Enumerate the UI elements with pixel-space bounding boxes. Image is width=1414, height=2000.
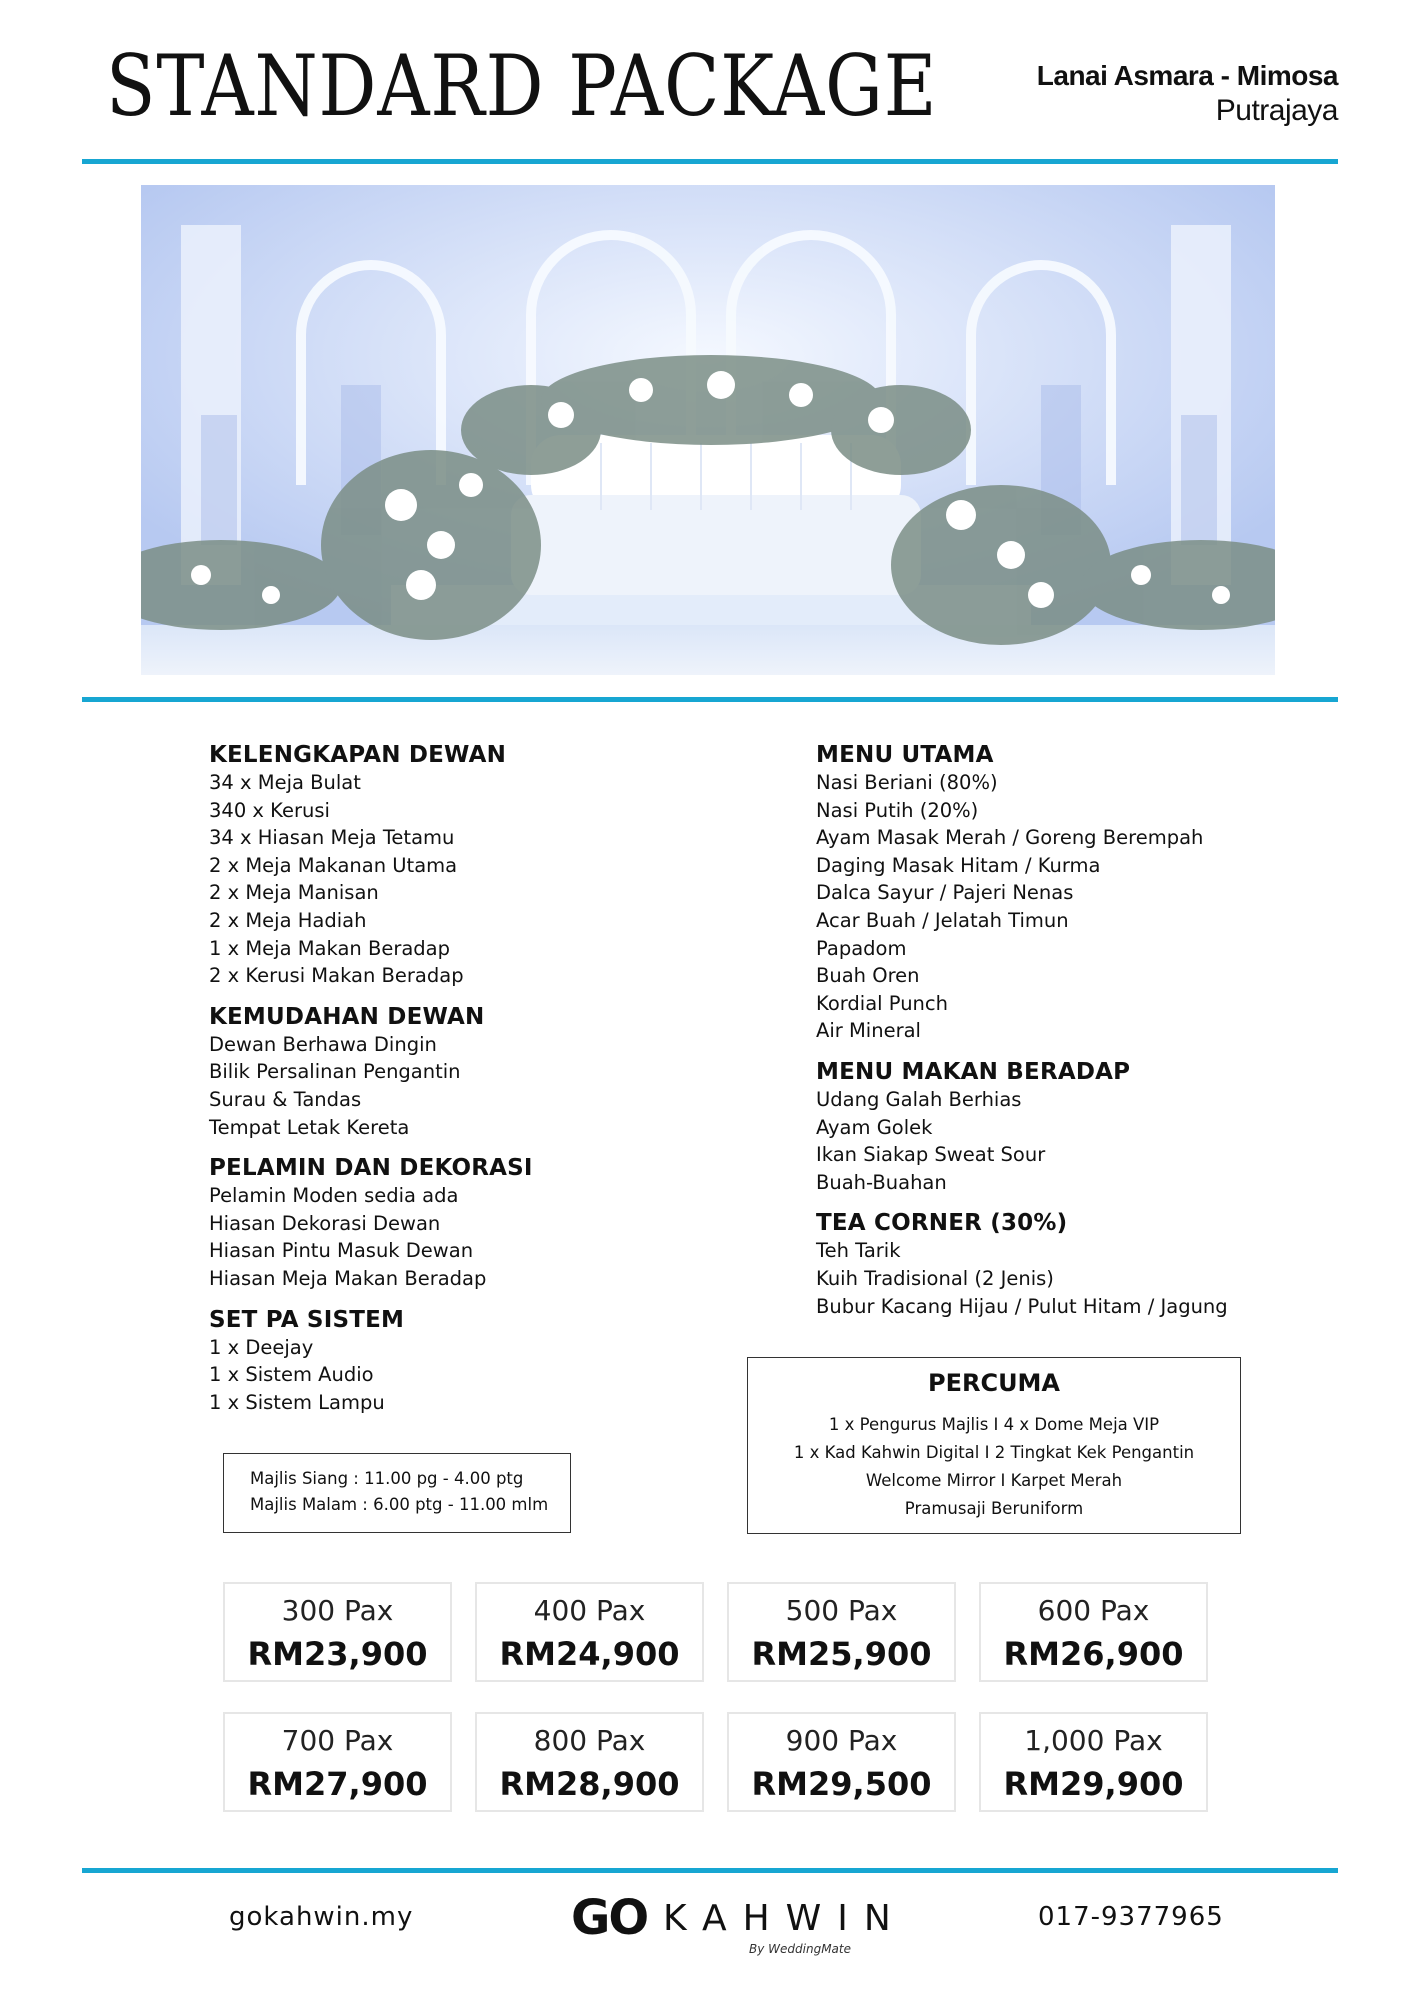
logo-kahwin: KAHWIN (663, 1898, 907, 1939)
list-item: Teh Tarik (816, 1239, 901, 1263)
price-amount: RM25,900 (751, 1635, 932, 1673)
footer-phone[interactable]: 017-9377965 (1038, 1902, 1224, 1932)
price-pax: 800 Pax (533, 1724, 646, 1757)
price-card-500 (727, 1582, 956, 1682)
section-title: PELAMIN DAN DEKORASI (209, 1155, 533, 1182)
list-item: 34 x Hiasan Meja Tetamu (209, 826, 455, 850)
list-item: 1 x Sistem Audio (209, 1363, 374, 1387)
list-item: 1 x Sistem Lampu (209, 1390, 385, 1414)
section-tea-corner (816, 1209, 1336, 1320)
pelamin-photo (141, 185, 1275, 675)
page-title: STANDARD PACKAGE (106, 37, 938, 135)
list-item: Hiasan Meja Makan Beradap (209, 1266, 487, 1290)
price-pax: 600 Pax (1037, 1594, 1150, 1627)
price-card-300 (223, 1582, 452, 1682)
list-item: Pelamin Moden sedia ada (209, 1184, 459, 1208)
price-pax: 400 Pax (533, 1594, 646, 1627)
price-pax: 300 Pax (281, 1594, 394, 1627)
price-pax: 500 Pax (785, 1594, 898, 1627)
bottom-divider (82, 1868, 1338, 1873)
price-amount: RM29,900 (1003, 1765, 1184, 1803)
list-item: 2 x Meja Hadiah (209, 908, 367, 932)
percuma-title: PERCUMA (927, 1369, 1061, 1397)
logo-byline: By WeddingMate (749, 1942, 851, 1956)
price-amount: RM29,500 (751, 1765, 932, 1803)
percuma-line: Welcome Mirror I Karpet Merah (865, 1471, 1123, 1490)
list-item: Ayam Masak Merah / Goreng Berempah (816, 826, 1204, 850)
list-item: Nasi Putih (20%) (816, 798, 979, 822)
list-item: 2 x Meja Makanan Utama (209, 853, 458, 877)
section-title: KEMUDAHAN DEWAN (209, 1003, 485, 1030)
list-item: 2 x Kerusi Makan Beradap (209, 964, 464, 988)
section-menu-makan-beradap (816, 1058, 1336, 1196)
list-item: Udang Galah Berhias (816, 1087, 1022, 1111)
price-card-600 (979, 1582, 1208, 1682)
venue-location: Putrajaya (1215, 94, 1338, 127)
time-malam: Majlis Malam : 6.00 ptg - 11.00 mlm (250, 1495, 549, 1514)
percuma-box (747, 1357, 1241, 1534)
list-item: Dewan Berhawa Dingin (209, 1032, 437, 1056)
list-item: Acar Buah / Jelatah Timun (816, 908, 1069, 932)
section-title: TEA CORNER (30%) (816, 1210, 1068, 1237)
section-pelamin-dekorasi (209, 1154, 709, 1292)
price-pax: 700 Pax (281, 1724, 394, 1757)
price-pax: 900 Pax (785, 1724, 898, 1757)
section-title: SET PA SISTEM (209, 1306, 405, 1333)
percuma-line: 1 x Pengurus Majlis I 4 x Dome Meja VIP (828, 1415, 1160, 1434)
price-amount: RM28,900 (499, 1765, 680, 1803)
list-item: 1 x Deejay (209, 1335, 314, 1359)
list-item: Buah-Buahan (816, 1170, 947, 1194)
list-item: Hiasan Dekorasi Dewan (209, 1211, 441, 1235)
section-title: MENU MAKAN BERADAP (816, 1058, 1131, 1085)
price-amount: RM24,900 (499, 1635, 680, 1673)
section-title: KELENGKAPAN DEWAN (209, 742, 507, 768)
price-card-800 (475, 1712, 704, 1812)
list-item: Dalca Sayur / Pajeri Nenas (816, 881, 1074, 905)
list-item: Daging Masak Hitam / Kurma (816, 853, 1101, 877)
list-item: 340 x Kerusi (209, 798, 330, 822)
percuma-line: Pramusaji Beruniform (904, 1499, 1084, 1518)
list-item: 34 x Meja Bulat (209, 771, 361, 794)
time-siang: Majlis Siang : 11.00 pg - 4.00 ptg (250, 1469, 524, 1488)
list-item: 2 x Meja Manisan (209, 881, 379, 905)
list-item: Surau & Tandas (209, 1087, 362, 1111)
list-item: Kordial Punch (816, 991, 948, 1015)
list-item: Kuih Tradisional (2 Jenis) (816, 1266, 1054, 1290)
list-item: Ikan Siakap Sweat Sour (816, 1143, 1046, 1167)
price-card-400 (475, 1582, 704, 1682)
section-kemudahan-dewan (209, 1003, 709, 1141)
section-set-pa-sistem (209, 1306, 709, 1417)
venue-name: Lanai Asmara - Mimosa (1036, 60, 1338, 91)
price-card-700 (223, 1712, 452, 1812)
price-amount: RM27,900 (247, 1765, 428, 1803)
mid-divider (82, 697, 1338, 702)
top-divider (82, 159, 1338, 164)
list-item: Hiasan Pintu Masuk Dewan (209, 1239, 474, 1263)
list-item: Bubur Kacang Hijau / Pulut Hitam / Jagung (816, 1294, 1228, 1318)
price-card-900 (727, 1712, 956, 1812)
price-amount: RM23,900 (247, 1635, 428, 1673)
section-title: MENU UTAMA (816, 742, 994, 768)
list-item: Ayam Golek (816, 1115, 933, 1139)
percuma-line: 1 x Kad Kahwin Digital I 2 Tingkat Kek Pengantin (793, 1443, 1195, 1462)
section-kelengkapan-dewan (209, 741, 709, 990)
list-item: Air Mineral (816, 1019, 921, 1043)
session-times-box (223, 1453, 571, 1533)
list-item: Buah Oren (816, 964, 920, 988)
list-item: Nasi Beriani (80%) (816, 771, 998, 794)
logo-go: GO (571, 1890, 648, 1946)
section-menu-utama (816, 741, 1336, 1045)
list-item: Tempat Letak Kereta (209, 1115, 410, 1139)
right-column (816, 741, 1336, 1333)
price-card-1000 (979, 1712, 1208, 1812)
list-item: Papadom (816, 936, 907, 960)
price-amount: RM26,900 (1003, 1635, 1184, 1673)
price-pax: 1,000 Pax (1024, 1724, 1163, 1757)
left-column (209, 741, 709, 1429)
list-item: 1 x Meja Makan Beradap (209, 936, 451, 960)
venue-block (1037, 60, 1338, 128)
footer-website[interactable]: gokahwin.my (229, 1902, 414, 1932)
gokahwin-logo (571, 1890, 907, 1960)
list-item: Bilik Persalinan Pengantin (209, 1060, 461, 1084)
